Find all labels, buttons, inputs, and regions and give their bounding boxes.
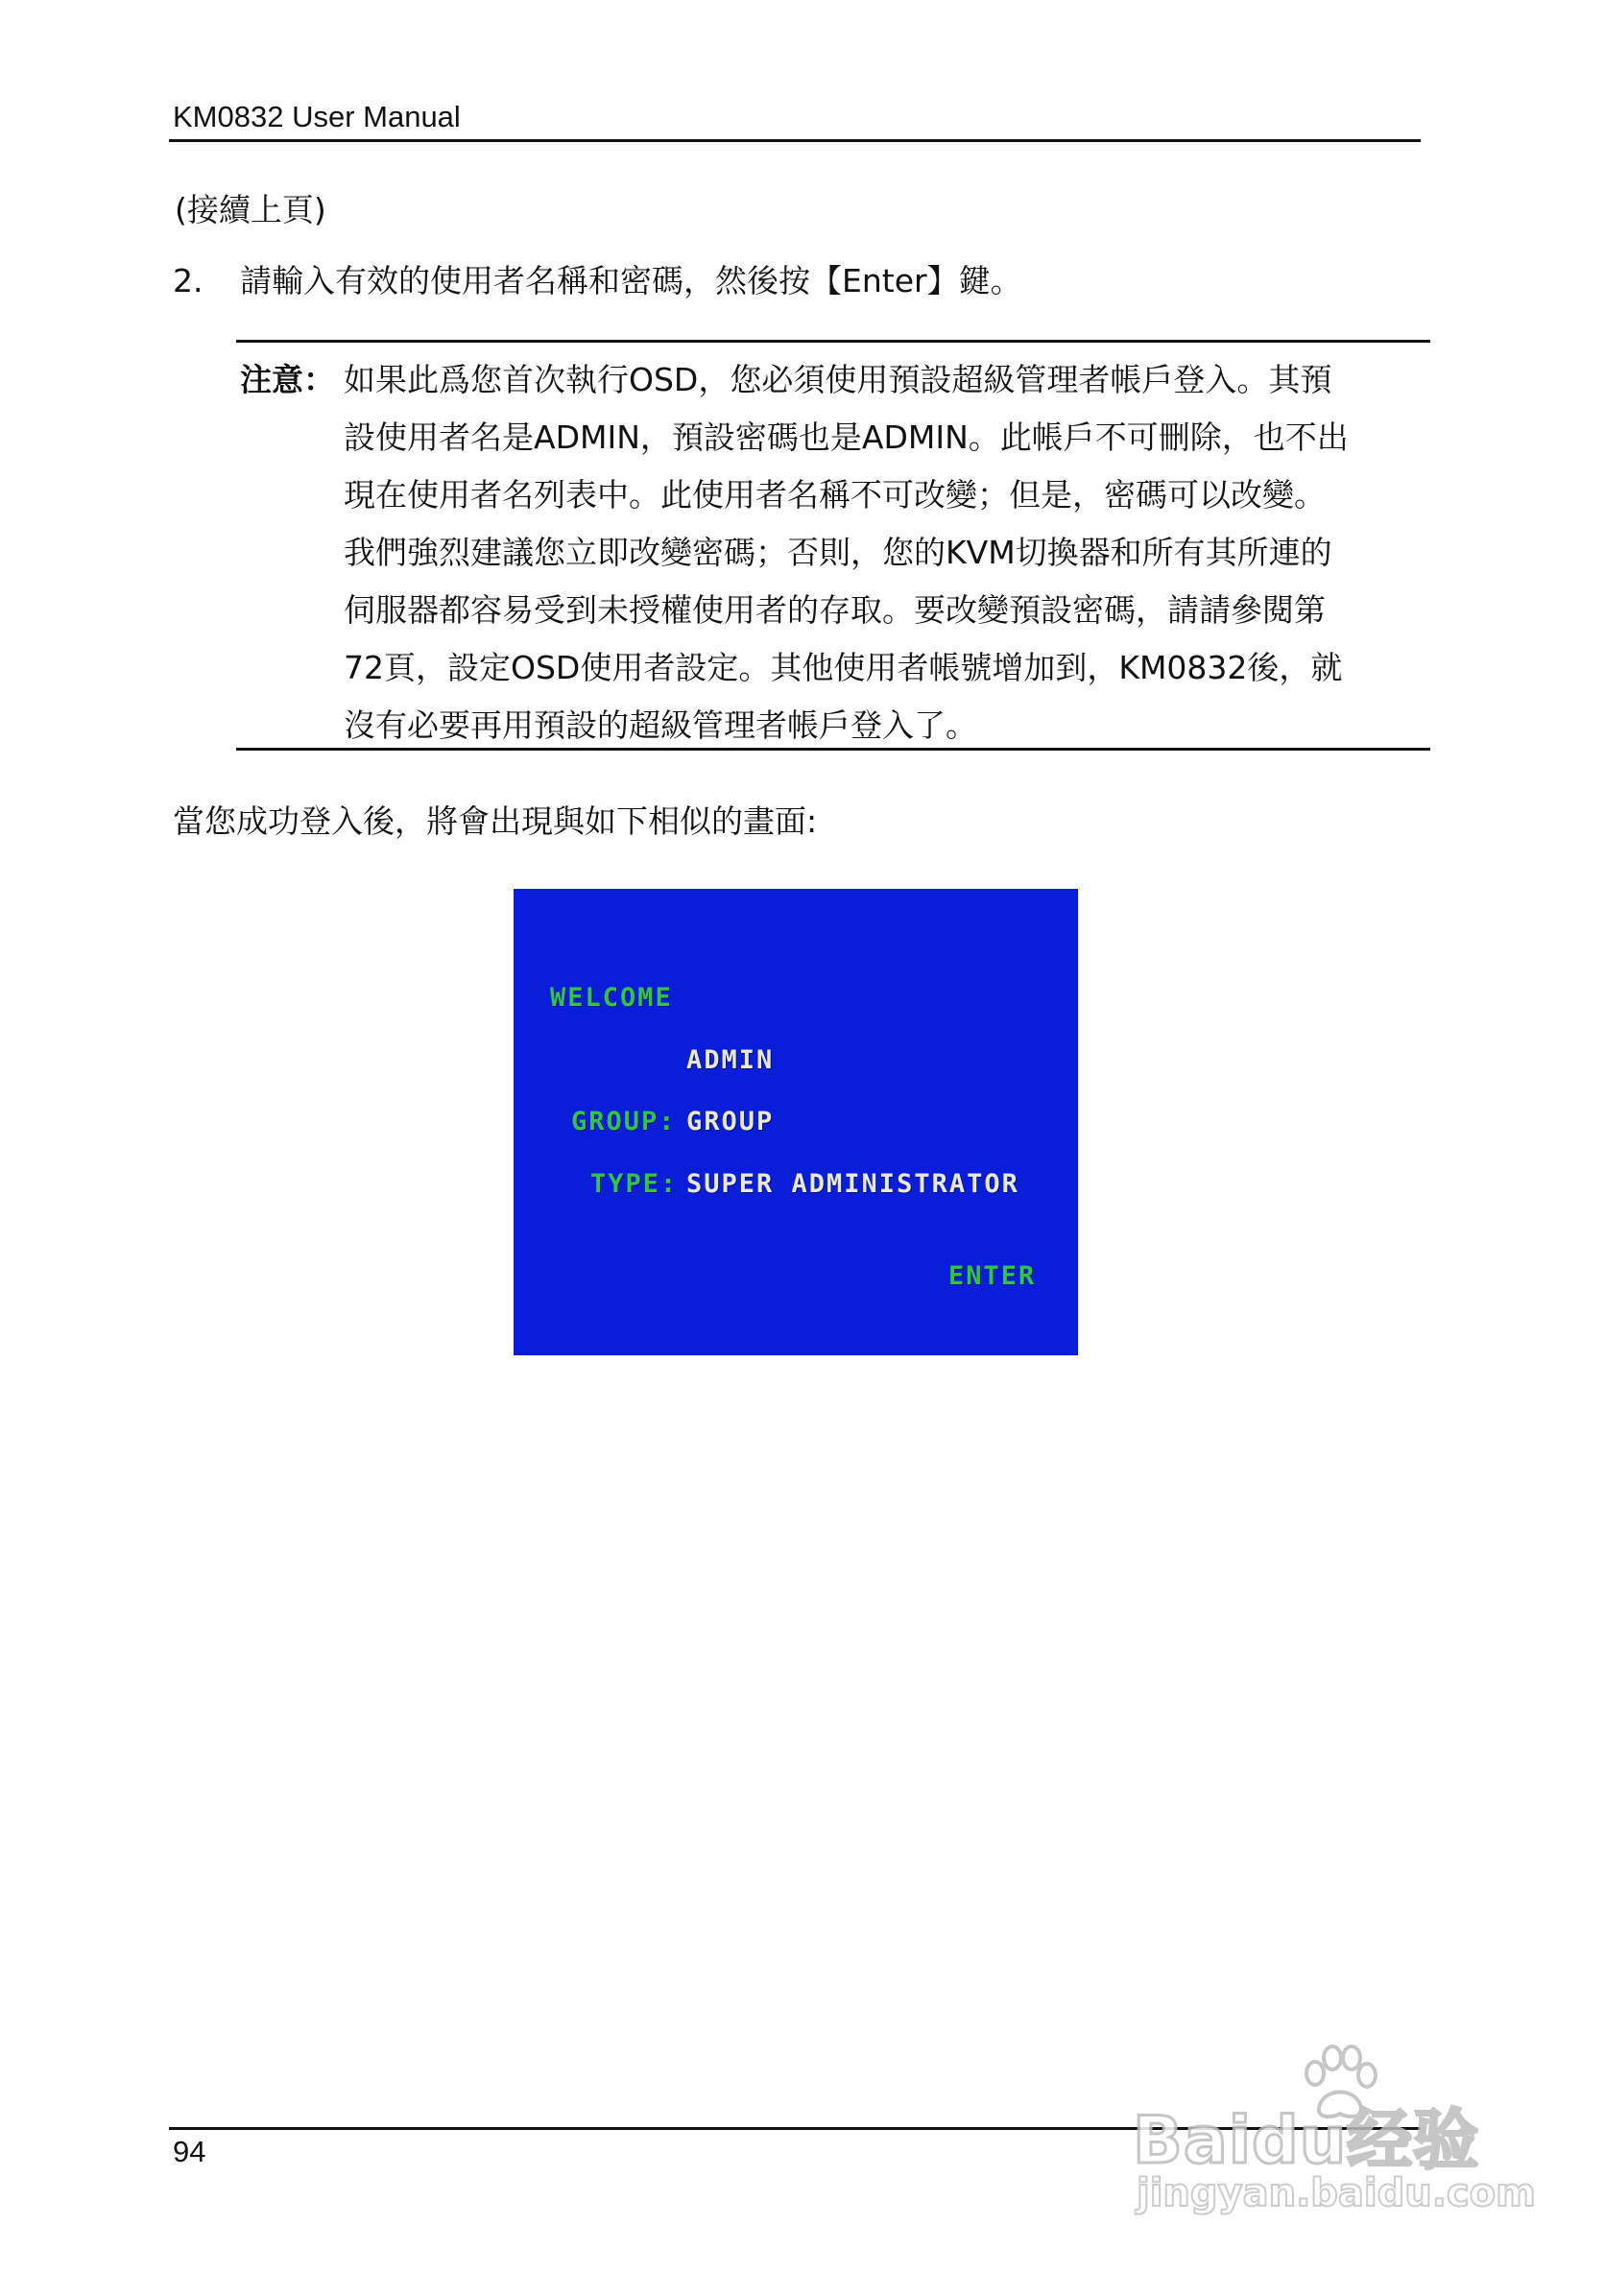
manual-title: KM0832 User Manual [173, 100, 461, 133]
continued-label: (接續上頁) [175, 191, 326, 228]
note-line: 伺服器都容易受到未授權使用者的存取。要改變預設密碼，請請參閱第 [344, 591, 1326, 629]
osd-group-label: GROUP: [571, 1107, 677, 1136]
osd-welcome-text: WELCOME [550, 983, 673, 1013]
osd-enter-button[interactable]: ENTER [948, 1261, 1037, 1291]
note-bottom-divider [236, 748, 1430, 751]
note-line: 72頁，設定OSD使用者設定。其他使用者帳號增加到，KM0832後，就 [344, 649, 1343, 686]
header-divider [169, 139, 1421, 142]
note-line: 設使用者名是ADMIN，預設密碼也是ADMIN。此帳戶不可刪除，也不出 [344, 419, 1349, 456]
watermark-brand: Baidu经验 [1133, 2103, 1480, 2179]
osd-group-value: GROUP [686, 1107, 775, 1136]
osd-type-value: SUPER ADMINISTRATOR [686, 1169, 1019, 1199]
step-number: 2. [173, 262, 204, 299]
step-text: 請輸入有效的使用者名稱和密碼，然後按【Enter】鍵。 [240, 262, 1022, 299]
note-label: 注意： [240, 361, 335, 398]
note-line: 沒有必要再用預設的超級管理者帳戶登入了。 [344, 706, 977, 744]
osd-welcome-screen [514, 889, 1078, 1355]
note-line: 我們強烈建議您立即改變密碼；否則，您的KVM切換器和所有其所連的 [344, 534, 1332, 571]
intro-text: 當您成功登入後，將會出現與如下相似的畫面: [173, 802, 818, 840]
note-top-divider [236, 340, 1430, 343]
note-line: 如果此爲您首次執行OSD，您必須使用預設超級管理者帳戶登入。其預 [344, 361, 1332, 398]
note-line: 現在使用者名列表中。此使用者名稱不可改變；但是，密碼可以改變。 [344, 476, 1326, 514]
osd-username: ADMIN [686, 1045, 775, 1075]
page-number: 94 [173, 2135, 206, 2168]
watermark-site: jingyan.baidu.com [1137, 2171, 1536, 2215]
osd-type-label: TYPE: [590, 1169, 679, 1199]
baidu-watermark [1123, 2039, 1536, 2231]
